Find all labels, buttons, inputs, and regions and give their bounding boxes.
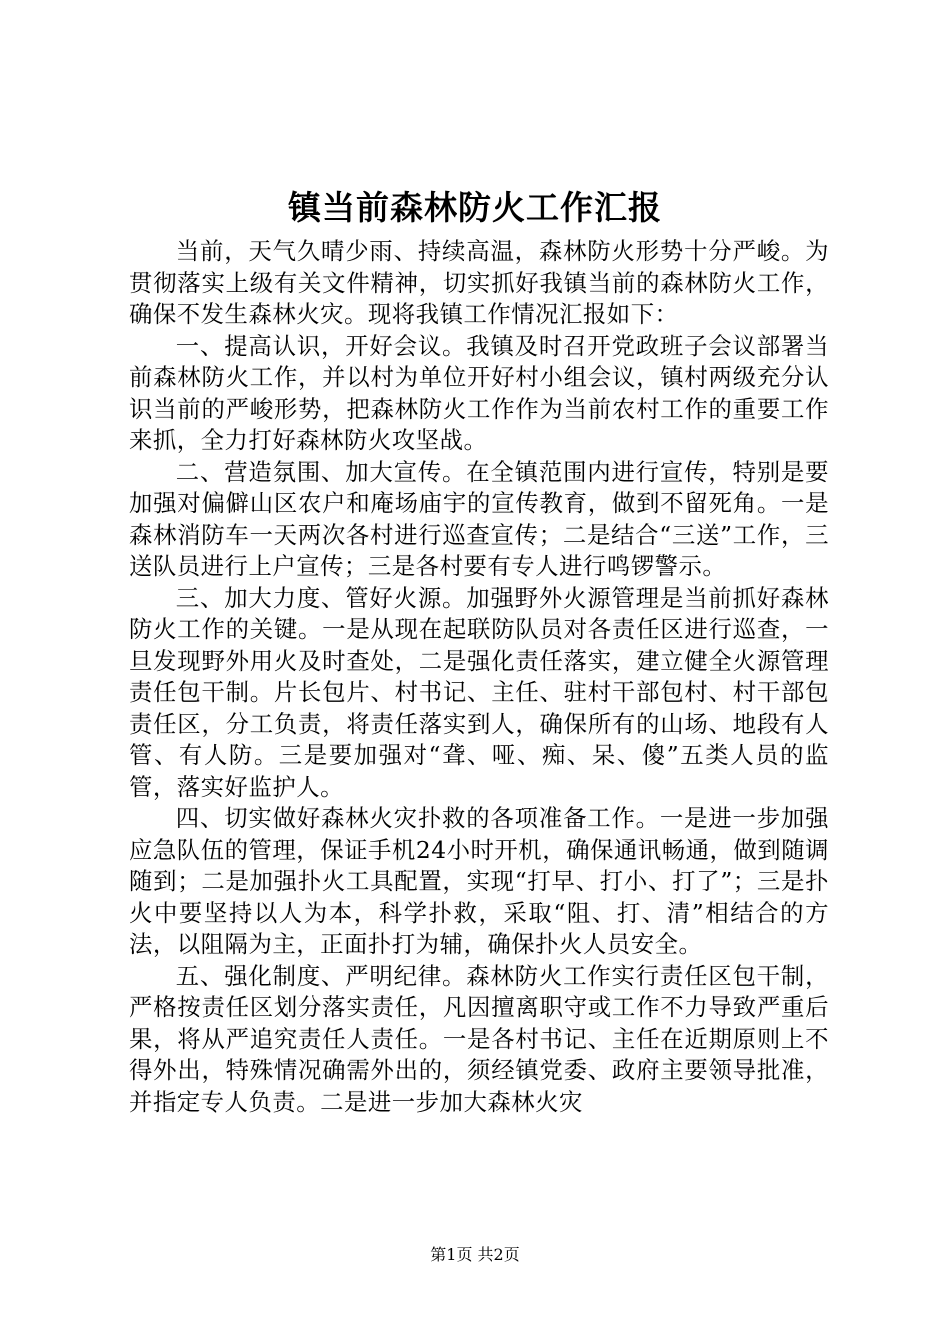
paragraph-section-3: 三、加大力度、管好火源。加强野外火源管理是当前抓好森林防火工作的关键。一是从现在起联防队员对各责任区进行巡查，一旦发现野外用火及时查处，二是强化责任落实，建立健全火源管理责任包干制。片长包片、村书记、主任、驻村干部包村、村干部包责任区，分工负责，将责任落实到人，确保所有的山场、地段有人管、有人防。三是要加强对“聋、哑、痴、呆、傻”五类人员的监管，落实好监护人。 [129,583,829,801]
page-footer: 第1页 共2页 [430,1245,520,1264]
paragraph-section-5: 五、强化制度、严明纪律。森林防火工作实行责任区包干制，严格按责任区划分落实责任，凡因擅离职守或工作不力导致严重后果，将从严追究责任人责任。一是各村书记、主任在近期原则上不得外出，特殊情况确需外出的，须经镇党委、政府主要领导批准，并指定专人负责。二是进一步加大森林火灾 [129,961,829,1116]
paragraph-section-2: 二、营造氛围、加大宣传。在全镇范围内进行宣传，特别是要加强对偏僻山区农户和庵场庙宇的宣传教育，做到不留死角。一是森林消防车一天两次各村进行巡查宣传；二是结合“三送”工作，三送队员进行上户宣传；三是各村要有专人进行鸣锣警示。 [129,457,829,580]
paragraph-section-4: 四、切实做好森林火灾扑救的各项准备工作。一是进一步加强应急队伍的管理，保证手机24小时开机，确保通讯畅通，做到随调随到；二是加强扑火工具配置，实现“打早、打小、打了”；三是扑火中要坚持以人为本，科学扑救，采取“阻、打、清”相结合的方法，以阻隔为主，正面扑打为辅，确保扑火人员安全。 [129,804,829,958]
document-title: 镇当前森林防火工作汇报 [288,188,662,227]
document-body [129,236,829,1118]
paragraph-section-1: 一、提高认识，开好会议。我镇及时召开党政班子会议部署当前森林防火工作，并以村为单位开好村小组会议，镇村两级充分认识当前的严峻形势，把森林防火工作作为当前农村工作的重要工作来抓，全力打好森林防火攻坚战。 [129,331,829,454]
paragraph-intro: 当前，天气久晴少雨、持续高温，森林防火形势十分严峻。为贯彻落实上级有关文件精神，切实抓好我镇当前的森林防火工作，确保不发生森林火灾。现将我镇工作情况汇报如下： [129,237,829,328]
